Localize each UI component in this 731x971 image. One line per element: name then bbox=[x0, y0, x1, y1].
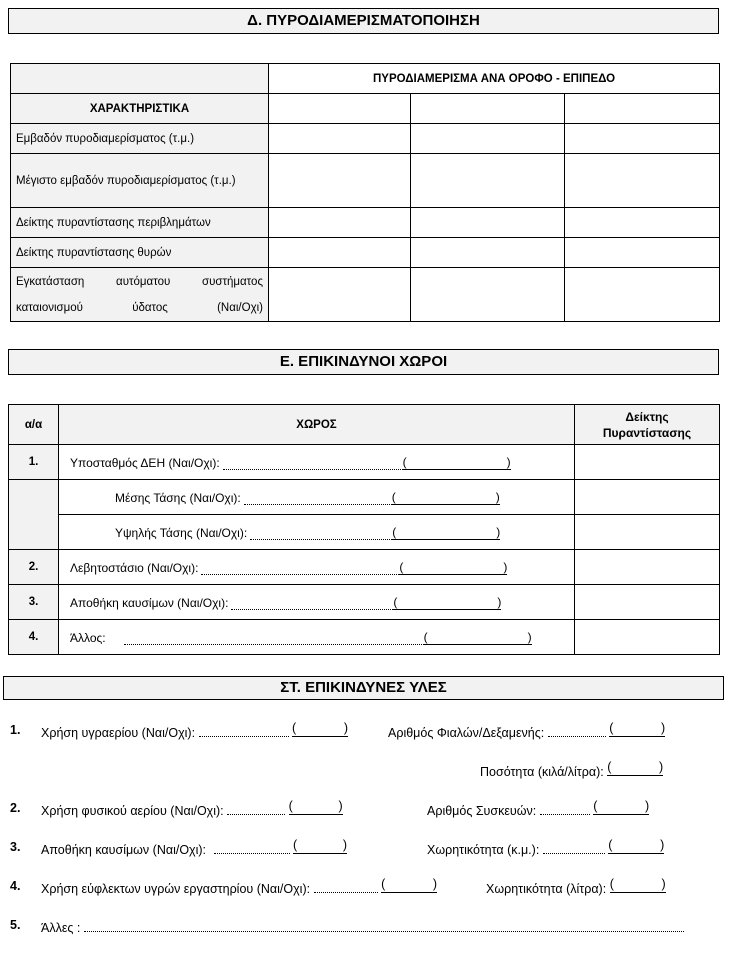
input-cell[interactable] bbox=[411, 154, 565, 208]
lpg-label: Χρήση υγραερίου (Ναι/Οχι): bbox=[41, 726, 196, 740]
input-cell[interactable] bbox=[565, 124, 720, 154]
input-cell[interactable] bbox=[565, 208, 720, 238]
lpg-quantity-row bbox=[480, 762, 663, 779]
input-cell[interactable] bbox=[269, 208, 411, 238]
capacity-m3-field[interactable] bbox=[543, 840, 605, 854]
index-field[interactable]: ( ) bbox=[399, 559, 508, 574]
section-d-title: Δ. ΠΥΡΟΔΙΑΜΕΡΙΣΜΑΤΟΠΟΙΗΣΗ bbox=[8, 8, 719, 34]
other-materials-row bbox=[41, 918, 684, 935]
row-num: 1. bbox=[9, 445, 59, 480]
input-cell[interactable] bbox=[565, 154, 720, 208]
yes-no-field[interactable] bbox=[231, 596, 393, 610]
space-row bbox=[59, 620, 575, 655]
fuel-storage-paren-field[interactable]: ( ) bbox=[292, 838, 347, 852]
natural-gas-row bbox=[41, 801, 343, 818]
floor-col-1[interactable] bbox=[269, 94, 411, 124]
row-label: Δείκτης πυραντίστασης θυρών bbox=[11, 238, 269, 268]
yes-no-field[interactable] bbox=[223, 456, 403, 470]
col-index-header: Δείκτης Πυραντίστασης bbox=[575, 405, 720, 445]
item-num: 4. bbox=[10, 879, 21, 893]
floor-col-2[interactable] bbox=[411, 94, 565, 124]
other-materials-label: Άλλες : bbox=[41, 921, 81, 935]
row-label: Δείκτης πυραντίστασης περιβλημάτων bbox=[11, 208, 269, 238]
index-cell[interactable] bbox=[575, 515, 720, 550]
index-field[interactable]: ( ) bbox=[423, 629, 532, 644]
devices-field[interactable] bbox=[540, 801, 590, 815]
capacity-m3-row bbox=[427, 840, 664, 857]
capacity-litres-paren-field[interactable]: ( ) bbox=[609, 877, 666, 891]
space-label: Άλλος: bbox=[70, 630, 106, 645]
flammable-liquids-paren-field[interactable]: ( ) bbox=[381, 877, 438, 891]
section-e-title: Ε. ΕΠΙΚΙΝΔΥΝΟΙ ΧΩΡΟΙ bbox=[8, 349, 719, 375]
input-cell[interactable] bbox=[269, 124, 411, 154]
row-num: 4. bbox=[9, 620, 59, 655]
index-field[interactable]: ( ) bbox=[392, 524, 501, 539]
floor-col-3[interactable] bbox=[565, 94, 720, 124]
row-num: 2. bbox=[9, 550, 59, 585]
input-cell[interactable] bbox=[565, 238, 720, 268]
space-row bbox=[59, 550, 575, 585]
row-label: Εγκατάσταση αυτόματου συστήματος καταιονισμού ύδατος (Ναι/Οχι) bbox=[11, 268, 269, 322]
lpg-cylinders-field[interactable] bbox=[548, 723, 606, 737]
natural-gas-paren-field[interactable]: ( ) bbox=[288, 799, 343, 813]
flammable-liquids-label: Χρήση εύφλεκτων υγρών εργαστηρίου (Ναι/Οχι): bbox=[41, 882, 311, 896]
space-row bbox=[59, 585, 575, 620]
row-label: Εμβαδόν πυροδιαμερίσματος (τ.μ.) bbox=[11, 124, 269, 154]
other-field[interactable] bbox=[124, 631, 424, 645]
col-space-header: ΧΩΡΟΣ bbox=[59, 405, 575, 445]
space-label: Μέσης Τάσης (Ναι/Οχι): bbox=[115, 490, 241, 505]
fire-compartment-table bbox=[10, 63, 720, 322]
index-field[interactable]: ( ) bbox=[393, 594, 502, 609]
index-cell[interactable] bbox=[575, 480, 720, 515]
space-label: Υψηλής Τάσης (Ναι/Οχι): bbox=[115, 525, 248, 540]
capacity-litres-label: Χωρητικότητα (λίτρα): bbox=[486, 882, 607, 896]
lpg-paren-field[interactable]: ( ) bbox=[292, 721, 349, 735]
lpg-cylinders-label: Αριθμός Φιαλών/Δεξαμενής: bbox=[388, 726, 545, 740]
index-field[interactable]: ( ) bbox=[402, 454, 511, 469]
lpg-row bbox=[41, 723, 348, 740]
natural-gas-label: Χρήση φυσικού αερίου (Ναι/Οχι): bbox=[41, 804, 224, 818]
section-st-title: ΣΤ. ΕΠΙΚΙΝΔΥΝΕΣ ΥΛΕΣ bbox=[3, 676, 724, 700]
capacity-m3-paren-field[interactable]: ( ) bbox=[608, 838, 665, 852]
space-label: Λεβητοστάσιο (Ναι/Οχι): bbox=[70, 560, 199, 575]
input-cell[interactable] bbox=[565, 268, 720, 322]
fuel-storage-label: Αποθήκη καυσίμων (Ναι/Οχι): bbox=[41, 843, 207, 857]
lpg-cylinders-paren-field[interactable]: ( ) bbox=[609, 721, 666, 735]
item-num: 2. bbox=[10, 801, 21, 815]
item-num: 1. bbox=[10, 723, 21, 737]
space-row bbox=[59, 480, 575, 515]
input-cell[interactable] bbox=[269, 154, 411, 208]
lpg-quantity-field[interactable]: ( ) bbox=[607, 760, 664, 774]
fuel-storage-yes-no-field[interactable] bbox=[214, 840, 290, 854]
devices-row bbox=[427, 801, 649, 818]
capacity-litres-row bbox=[486, 879, 666, 896]
item-num: 3. bbox=[10, 840, 21, 854]
row-label: Μέγιστο εμβαδόν πυροδιαμερίσματος (τ.μ.) bbox=[11, 154, 269, 208]
other-materials-field[interactable] bbox=[84, 918, 684, 932]
col-num-header: α/α bbox=[9, 405, 59, 445]
lpg-quantity-label: Ποσότητα (κιλά/λίτρα): bbox=[480, 765, 604, 779]
index-cell[interactable] bbox=[575, 445, 720, 480]
index-cell[interactable] bbox=[575, 550, 720, 585]
item-num: 5. bbox=[10, 918, 21, 932]
input-cell[interactable] bbox=[411, 268, 565, 322]
space-row bbox=[59, 515, 575, 550]
flammable-liquids-yes-no-field[interactable] bbox=[314, 879, 378, 893]
index-cell[interactable] bbox=[575, 620, 720, 655]
compartment-per-floor-header: ΠΥΡΟΔΙΑΜΕΡΙΣΜΑ ΑΝΑ ΟΡΟΦΟ - ΕΠΙΠΕΔΟ bbox=[269, 64, 720, 94]
input-cell[interactable] bbox=[269, 268, 411, 322]
devices-paren-field[interactable]: ( ) bbox=[593, 799, 650, 813]
fuel-storage-row bbox=[41, 840, 347, 857]
index-field[interactable]: ( ) bbox=[391, 489, 500, 504]
yes-no-field[interactable] bbox=[250, 526, 392, 540]
input-cell[interactable] bbox=[411, 124, 565, 154]
input-cell[interactable] bbox=[411, 238, 565, 268]
characteristics-header: ΧΑΡΑΚΤΗΡΙΣΤΙΚΑ bbox=[11, 94, 269, 124]
hazardous-spaces-table bbox=[8, 404, 720, 655]
lpg-yes-no-field[interactable] bbox=[199, 723, 289, 737]
index-cell[interactable] bbox=[575, 585, 720, 620]
input-cell[interactable] bbox=[411, 208, 565, 238]
space-label: Υποσταθμός ΔΕΗ (Ναι/Οχι): bbox=[70, 455, 220, 470]
natural-gas-yes-no-field[interactable] bbox=[227, 801, 285, 815]
capacity-m3-label: Χωρητικότητα (κ.μ.): bbox=[427, 843, 540, 857]
yes-no-field[interactable] bbox=[244, 491, 392, 505]
space-row bbox=[59, 445, 575, 480]
yes-no-field[interactable] bbox=[201, 561, 399, 575]
lpg-cylinders-row bbox=[388, 723, 665, 740]
input-cell[interactable] bbox=[269, 238, 411, 268]
row-num: 3. bbox=[9, 585, 59, 620]
flammable-liquids-row bbox=[41, 879, 437, 896]
space-label: Αποθήκη καυσίμων (Ναι/Οχι): bbox=[70, 595, 229, 610]
devices-label: Αριθμός Συσκευών: bbox=[427, 804, 537, 818]
